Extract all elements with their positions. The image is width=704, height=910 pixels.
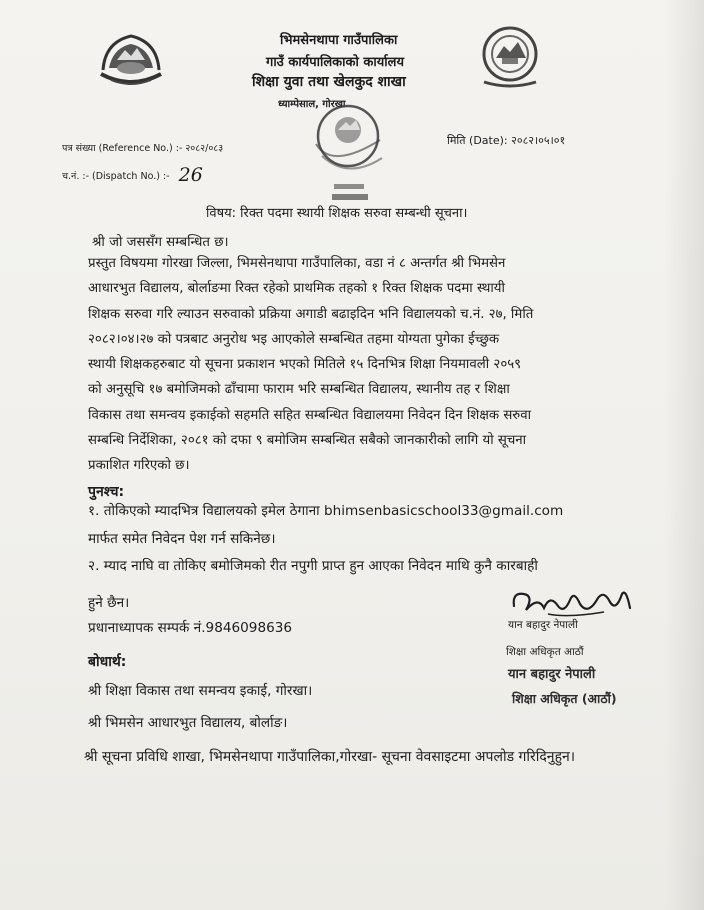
headmaster-contact: प्रधानाध्यापक सम्पर्क नं.9846098636 [88, 620, 293, 636]
section-name: शिक्षा युवा तथा खेलकुद शाखा [252, 74, 406, 90]
body-line: आधारभुत विद्यालय, बोर्लाङमा रिक्त रहेको प्राथमिक तहको १ रिक्त शिक्षक पदमा स्थायी [88, 281, 505, 297]
page-shadow [664, 0, 704, 910]
punashcha-point-1-continued: मार्फत समेत निवेदन पेश गर्न सकिनेछ। [88, 531, 276, 547]
office-address: ध्याम्पेसाल, गोरखा [278, 99, 346, 110]
notice-body [88, 251, 654, 479]
body-line: को अनुसूचि १७ बमोजिमको ढाँचामा फाराम भरि सम्बन्धित विद्यालय, स्थानीय तह र शिक्षा [88, 382, 510, 398]
subject-line: विषय: रिक्त पदमा स्थायी शिक्षक सरुवा सम्बन्धी सूचना। [206, 206, 468, 221]
body-line: स्थायी शिक्षकहरुबाट यो सूचना प्रकाशन भएको मितिले १५ दिनभित्र शिक्षा नियमावली २०५९ [88, 357, 522, 373]
punashcha-point-2: २. म्याद नाघि वा तोकिए बमोजिमको रीत नपुगी प्राप्त हुन आएका निवेदन माथि कुनै कारबाही [88, 558, 538, 574]
cc-item: श्री सूचना प्रविधि शाखा, भिमसेनथापा गाउँपालिका,गोरखा- सूचना वेवसाइटमा अपलोड गरिदिनुहुन। [84, 749, 576, 765]
signatory-stamp-designation: शिक्षा अधिकृत (आठौं) [512, 691, 617, 706]
date-value: २०८२।०५।०१ [511, 134, 566, 147]
reference-label: पत्र संख्या (Reference No.) :- [62, 143, 183, 154]
dispatch-value: 26 [178, 164, 203, 186]
body-line: सम्बन्धि निर्देशिका, २०८१ को दफा ९ बमोजिम सम्बन्धित सबैको जानकारीको लागि यो सूचना [88, 433, 527, 449]
nepal-emblem-icon [95, 30, 167, 92]
date-label: मिति (Date): [447, 134, 508, 147]
municipality-logo-icon [474, 24, 546, 90]
office-name: भिमसेनथापा गाउँपालिका [280, 33, 398, 48]
body-line: २०८२।०४।२७ को पत्रबाट अनुरोध भइ आएकोले सम्बन्धित तहमा योग्यता पुगेका ईच्छुक [88, 331, 500, 347]
body-line: प्रकाशित गरिएको छ। [88, 458, 190, 474]
signatory-stamp-name: यान बहादुर नेपाली [508, 667, 596, 682]
body-line: शिक्षक सरुवा गरि ल्याउन सरुवाको प्रक्रिया अगाडी बढाइदिन भनि विद्यालयको च.नं. २७, मिति [88, 306, 534, 322]
reference-value: २०८२/०८३ [185, 143, 224, 154]
body-line: प्रस्तुत विषयमा गोरखा जिल्ला, भिमसेनथापा गाउँपालिका, वडा नं ८ अन्तर्गत श्री भिमसेन [88, 256, 506, 271]
punashcha-title: पुनश्च: [88, 484, 125, 500]
punashcha-point-1: १. तोकिएको म्यादभित्र विद्यालयको इमेल ठेगाना bhimsenbasicschool33@gmail.com [88, 503, 564, 519]
reference-number-row [62, 141, 223, 154]
cc-item: श्री शिक्षा विकास तथा समन्वय इकाई, गोरखा। [88, 683, 313, 699]
signatory-name: यान बहादुर नेपाली [508, 619, 578, 631]
dispatch-number-row [62, 162, 203, 184]
signatory-designation: शिक्षा अधिकृत आठौं [506, 646, 584, 658]
office-sub-name: गाउँ कार्यपालिकाको कार्यालय [266, 55, 404, 70]
date-row [447, 133, 565, 148]
dispatch-label: च.नं. :- (Dispatch No.) :- [62, 171, 170, 182]
office-seal-stamp [302, 100, 398, 210]
addressee-line: श्री जो जससँग सम्बन्धित छ। [92, 235, 229, 250]
signature-mark [508, 586, 638, 620]
bodharth-title: बोधार्थ: [88, 654, 127, 670]
punashcha-point-2-continued: हुने छैन। [88, 595, 130, 611]
cc-item: श्री भिमसेन आधारभुत विद्यालय, बोर्लाङ। [88, 715, 288, 731]
body-line: विकास तथा समन्वय इकाईको सहमति सहित सम्बन्धित विद्यालयमा निवेदन दिन शिक्षक सरुवा [88, 407, 532, 423]
